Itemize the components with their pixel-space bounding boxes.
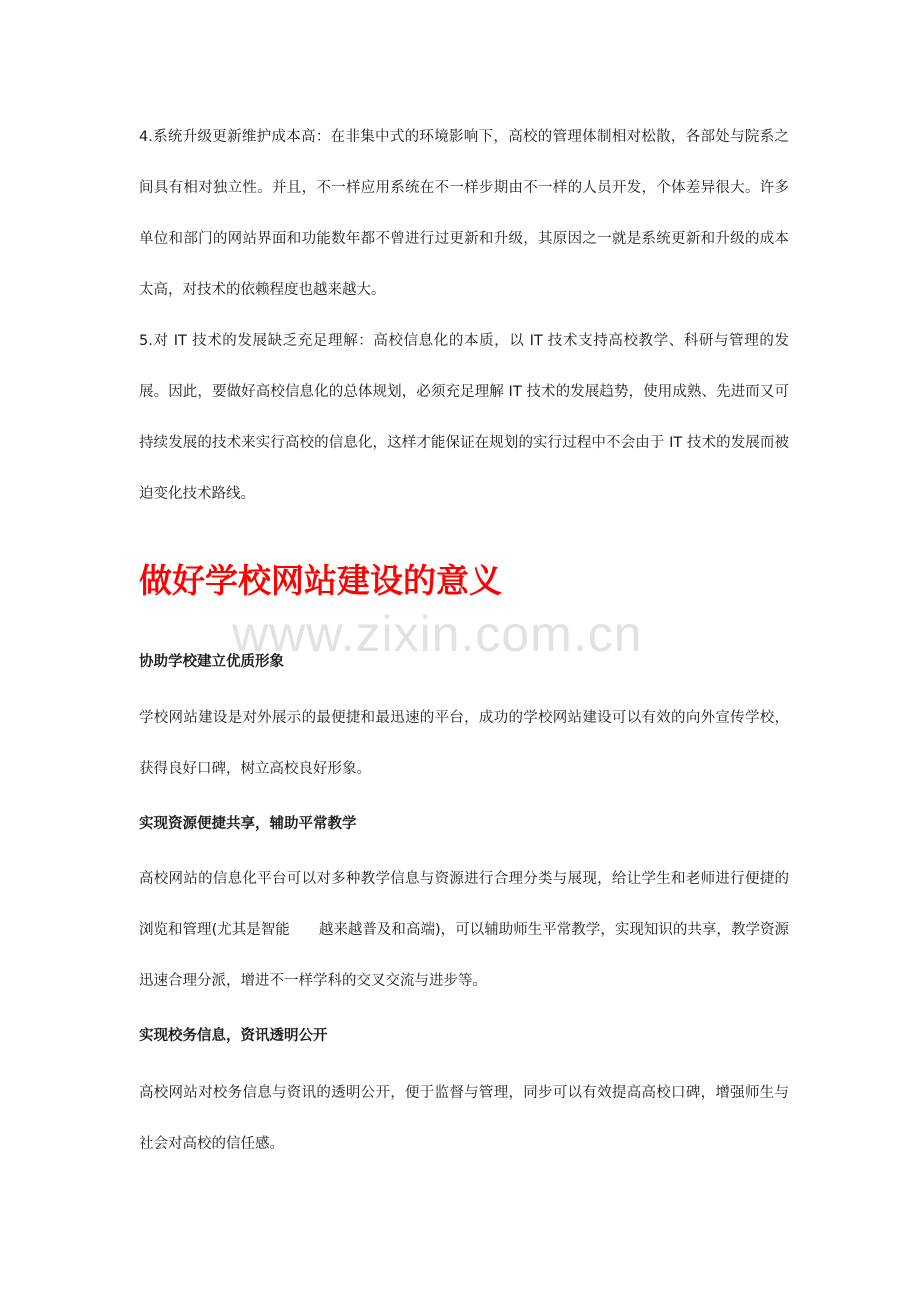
paragraph-image: 学校网站建设是对外展示的最便捷和最迅速的平台，成功的学校网站建设可以有效的向外宣传学校，获得良好口碑，树立高校良好形象。 bbox=[139, 710, 789, 777]
paragraph-resource-sharing: 高校网站的信息化平台可以对多种教学信息与资源进行合理分类与展现，给让学生和老师进行便捷的浏览和管理(尤其是智能 越来越普及和高端)，可以辅助师生平常教学，实现知识的共享，教学资源迅速合理分派，增进不一样学科的交叉交流与进步等。 bbox=[139, 871, 789, 989]
subheading-transparency: 实现校务信息，资讯透明公开 bbox=[139, 1028, 328, 1044]
paragraph-it-understanding: 5.对 IT 技术的发展缺乏充足理解：高校信息化的本质，以 IT 技术支持高校教学、科研与管理的发展。因此，要做好高校信息化的总体规划，必须充足理解 IT 技术的发展趋势，使用成熟、先进而又可持续发展的技术来实行高校的信息化，这样才能保证在规划的实行过程中不会由于 IT 技术的发展而被迫变化技术路线。 bbox=[139, 333, 789, 502]
subheading-image: 协助学校建立优质形象 bbox=[139, 654, 284, 670]
subheading-resource-sharing: 实现资源便捷共享，辅助平常教学 bbox=[139, 816, 357, 832]
paragraph-maintenance-cost: 4.系统升级更新维护成本高：在非集中式的环境影响下，高校的管理体制相对松散，各部处与院系之间具有相对独立性。并且，不一样应用系统在不一样步期由不一样的人员开发，个体差异很大。许多单位和部门的网站界面和功能数年都不曾进行过更新和升级，其原因之一就是系统更新和升级的成本太高，对技术的依赖程度也越来越大。 bbox=[139, 129, 789, 298]
paragraph-transparency: 高校网站对校务信息与资讯的透明公开，便于监督与管理，同步可以有效提高高校口碑，增强师生与社会对高校的信任感。 bbox=[139, 1085, 789, 1152]
watermark: www.zixin.com.cn bbox=[232, 606, 643, 662]
section-heading: 做好学校网站建设的意义 bbox=[139, 561, 502, 600]
